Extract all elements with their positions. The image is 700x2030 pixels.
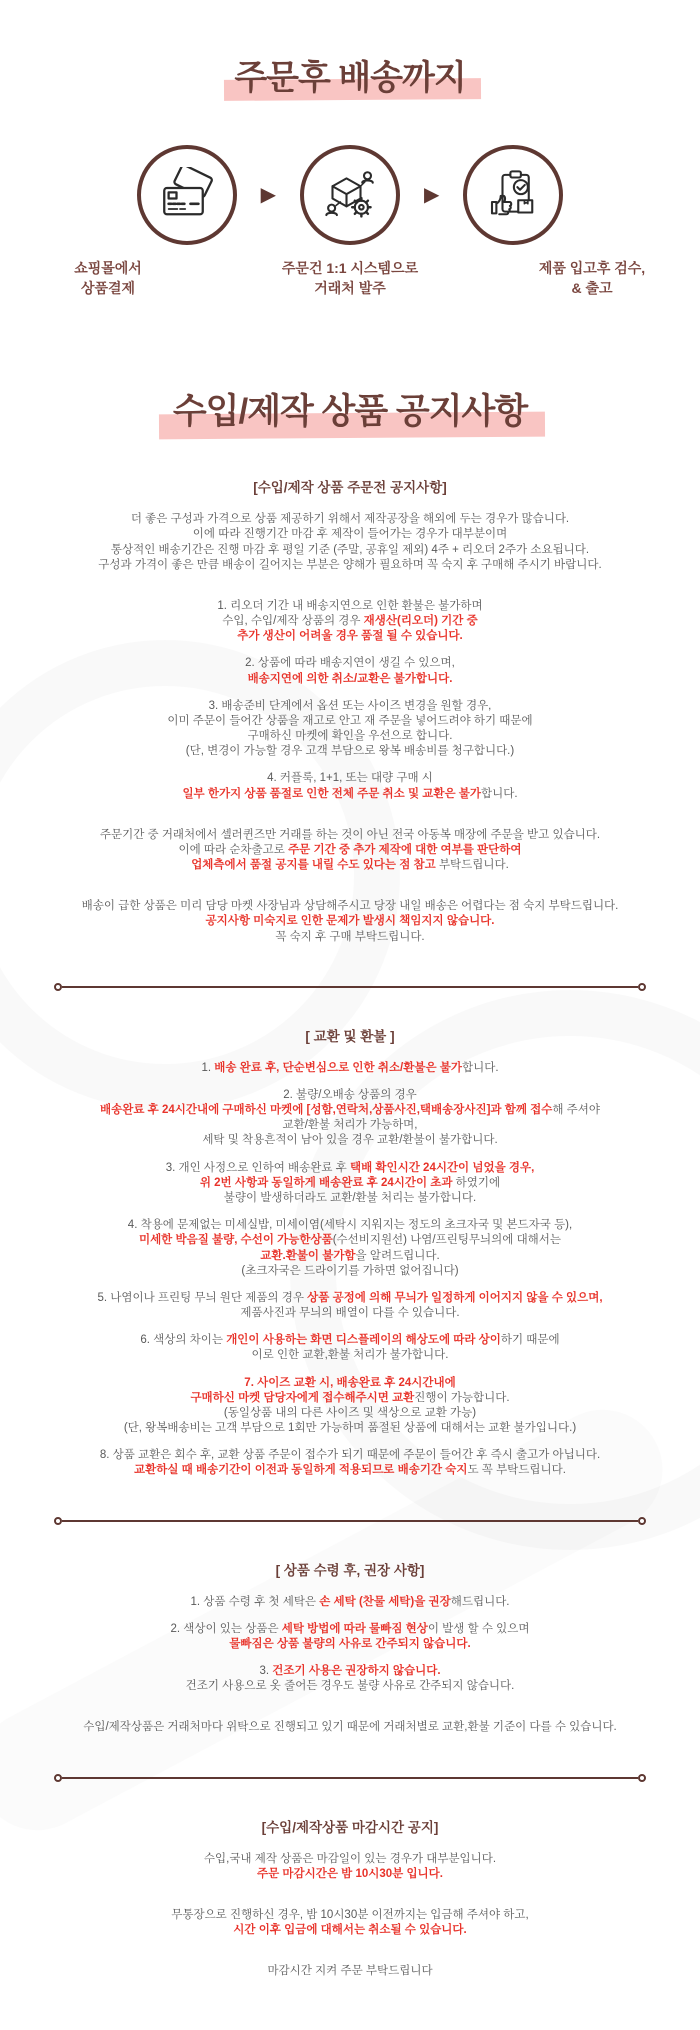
notice-paragraph <box>20 1218 680 1279</box>
flow-steps <box>0 145 700 245</box>
divider-dot <box>638 1774 646 1782</box>
notice-paragraph <box>20 699 680 760</box>
warning-text: 추가 생산이 어려울 경우 품절 될 수 있습니다. <box>237 630 463 643</box>
notice-text: 이미 주문이 들어간 상품을 재고로 안고 재 주문을 넣어드려야 하기 때문에 <box>167 714 533 727</box>
warning-text: 세탁 방법에 따라 물빠짐 현상 <box>281 1622 428 1635</box>
warning-text: 택배 확인시간 24시간이 넘었을 경우, <box>350 1161 535 1174</box>
warning-text: 물빠짐은 상품 불량의 사유로 간주되지 않습니다. <box>229 1637 471 1650</box>
notice-paragraph <box>20 1291 680 1321</box>
notice-text: 배송이 급한 상품은 미리 담당 마켓 사장님과 상담해주시고 당장 내일 배송은 어렵다는 점 숙지 부탁드립니다. <box>81 900 619 913</box>
notice-text: 구성과 가격이 좋은 만큼 배송이 길어지는 부분은 양해가 필요하며 꼭 숙지 후 구매해 주시기 바랍니다. <box>98 558 602 571</box>
warning-text: 손 세탁 (찬물 세탁)을 권장 <box>319 1595 451 1608</box>
section-divider <box>54 1517 646 1525</box>
section-heading: [수입/제작 상품 주문전 공지사항] <box>253 480 447 496</box>
notice-text: 진행이 가능합니다. <box>414 1391 510 1404</box>
flow-caption-payment: 쇼핑몰에서 상품결제 <box>74 260 142 296</box>
arrow-right-icon: ▶ <box>260 184 276 206</box>
section-heading: [ 교환 및 환불 ] <box>305 1028 395 1044</box>
warning-text: 일부 한가지 상품 품절로 인한 전체 주문 취소 및 교환은 불가 <box>182 787 482 800</box>
notice-text: (수선비지원선) 나염/프린팅무늬의에 대해서는 <box>332 1234 562 1247</box>
notice-paragraph <box>20 512 680 573</box>
notice-text: 2. 상품에 따라 배송지연이 생길 수 있으며, <box>245 657 455 670</box>
warning-text: 개인이 사용하는 화면 디스플레이의 해상도에 따라 상이 <box>226 1334 501 1347</box>
notice-text: (초크자국은 드라이기를 가하면 없어집니다) <box>241 1264 459 1277</box>
warning-text: 배송 완료 후, 단순변심으로 인한 취소/환불은 불가 <box>214 1061 462 1074</box>
warning-text: 미세한 박음질 불량, 수선이 가능한상품 <box>138 1234 333 1247</box>
notice-body <box>20 476 680 1979</box>
warning-text: 주문 마감시간은 밤 10시30분 입니다. <box>257 1867 443 1880</box>
section-divider <box>54 983 646 991</box>
notice-text: 구매하신 마켓에 확인을 우선으로 합니다. <box>247 730 453 743</box>
notice-text: 을 알려드립니다. <box>355 1249 440 1262</box>
notice-text: (동일상품 내의 다른 사이즈 및 색상으로 교환 가능) <box>223 1406 477 1419</box>
notice-paragraph <box>20 599 680 645</box>
notice-text: 수입/제작상품은 거래처마다 위탁으로 진행되고 있기 때문에 거래처별로 교환,환불 기준이 다를 수 있습니다. <box>83 1721 617 1734</box>
order-system-icon <box>322 167 378 223</box>
notice-text: 4. 커플룩, 1+1, 또는 대량 구매 시 <box>267 772 433 785</box>
notice-text: 세탁 및 착용흔적이 남아 있을 경우 교환/환불이 불가합니다. <box>202 1134 498 1147</box>
notice-paragraph <box>20 1622 680 1652</box>
warning-text: 재생산(리오더) 기간 중 <box>363 615 478 628</box>
notice-paragraph <box>20 771 680 801</box>
flow-title-wrap <box>0 0 700 99</box>
divider-dot <box>54 983 62 991</box>
flow-caption-order-system: 주문건 1:1 시스템으로 거래처 발주 <box>281 260 419 296</box>
notice-paragraph <box>20 1908 680 1938</box>
notice-paragraph <box>20 1333 680 1363</box>
notice-text: 8. 상품 교환은 회수 후, 교환 상품 주문이 접수가 되기 때문에 주문이 들어간 후 즉시 출고가 아닙니다. <box>99 1449 601 1462</box>
warning-text: 교환하실 때 배송기간이 이전과 동일하게 적용되므로 배송기간 숙지 <box>134 1464 468 1477</box>
notice-text: 1. 리오더 기간 내 배송지연으로 인한 환불은 불가하며 <box>217 599 483 612</box>
notice-paragraph <box>20 1720 680 1735</box>
notice-text: 1. 상품 수령 후 첫 세탁은 <box>190 1595 320 1608</box>
notice-title: 수입/제작 상품 공지사항 <box>173 384 527 434</box>
notice-paragraph <box>20 1964 680 1979</box>
notice-text: 하기 때문에 <box>500 1334 560 1347</box>
notice-text: 불량이 발생하더라도 교환/환불 처리는 불가합니다. <box>223 1192 477 1204</box>
notice-text: 수입, 수입/제작 상품의 경우 <box>222 615 364 628</box>
divider-line <box>62 1520 638 1522</box>
warning-text: 교환.환불이 불가함 <box>260 1249 356 1262</box>
notice-text: 3. 개인 사정으로 인하여 배송완료 후 <box>165 1161 350 1174</box>
notice-text: 교환/환불 처리가 가능하며, <box>282 1119 418 1132</box>
warning-text: 건조기 사용은 권장하지 않습니다. <box>272 1665 441 1678</box>
notice-paragraph <box>20 899 680 945</box>
warning-text: 주문 기간 중 추가 제작에 대한 여부를 판단하여 <box>288 843 522 856</box>
notice-text: 이에 따라 순차출고로 <box>178 843 289 856</box>
notice-text: 3. <box>259 1665 273 1678</box>
notice-paragraph <box>20 1595 680 1610</box>
notice-text: 통상적인 배송기간은 진행 마감 후 평일 기준 (주말, 공휴일 제외) 4주 + 리오더 2주가 소요됩니다. <box>110 543 590 556</box>
notice-text: 이로 인한 교환,환불 처리가 불가합니다. <box>251 1349 449 1362</box>
notice-paragraph <box>20 1088 680 1149</box>
warning-text: 7. 사이즈 교환 시, 배송완료 후 24시간내에 <box>244 1376 456 1389</box>
warning-text: 상품 공정에 의해 무늬가 일정하게 이어지지 않을 수 있으며, <box>307 1291 603 1304</box>
notice-text: 주문기간 중 거래처에서 셀러퀸즈만 거래를 하는 것이 아닌 전국 아동복 매장에 주문을 받고 있습니다. <box>99 828 601 841</box>
warning-text: 업체측에서 품절 공지를 내릴 수도 있다는 점 참고 <box>191 859 436 872</box>
notice-text: 합니다. <box>481 787 518 800</box>
section-heading: [ 상품 수령 후, 권장 사항] <box>275 1562 425 1578</box>
notice-text: 무통장으로 진행하신 경우, 밤 10시30분 이전까지는 입금해 주셔야 하고, <box>171 1908 529 1921</box>
notice-text: 부탁드립니다. <box>435 859 509 872</box>
notice-text: 2. 불량/오배송 상품의 경우 <box>283 1088 417 1101</box>
divider-line <box>62 1777 638 1779</box>
notice-text: (단, 변경이 가능할 경우 고객 부담으로 왕복 배송비를 청구합니다.) <box>185 745 515 758</box>
notice-title-wrap <box>0 384 700 434</box>
notice-text: 건조기 사용으로 옷 줄어든 경우도 불량 사유로 간주되지 않습니다. <box>185 1680 515 1693</box>
flow-captions <box>0 259 700 298</box>
warning-text: 위 2번 사항과 동일하게 배송완료 후 24시간이 초과 <box>199 1176 453 1189</box>
notice-text: 1. <box>201 1061 215 1074</box>
notice-paragraph <box>20 1448 680 1478</box>
inspection-shipping-icon <box>485 167 541 223</box>
divider-dot <box>54 1774 62 1782</box>
credit-card-icon <box>159 167 215 223</box>
notice-text: 이에 따라 진행기간 마감 후 제작이 들어가는 경우가 대부분이며 <box>192 528 508 541</box>
notice-paragraph <box>20 656 680 686</box>
notice-text: 2. 색상이 있는 상품은 <box>170 1622 282 1635</box>
notice-text: 3. 배송준비 단계에서 옵션 또는 사이즈 변경을 원할 경우, <box>208 699 492 712</box>
flow-caption-inspection: 제품 입고후 검수, & 출고 <box>538 260 646 296</box>
notice-text: 6. 색상의 차이는 <box>140 1334 227 1347</box>
notice-paragraph <box>20 1061 680 1076</box>
flow-step-payment <box>137 145 237 245</box>
notice-text: 이 발생 할 수 있으며 <box>427 1622 530 1635</box>
warning-text: 시간 이후 입금에 대해서는 취소될 수 있습니다. <box>233 1924 467 1937</box>
notice-text: 제품사진과 무늬의 배열이 다를 수 있습니다. <box>240 1307 460 1320</box>
notice-paragraph <box>20 1852 680 1882</box>
notice-text: 마감시간 지켜 주문 부탁드립니다 <box>267 1965 433 1978</box>
flow-title: 주문후 배송까지 <box>234 50 465 99</box>
notice-paragraph <box>20 1376 680 1437</box>
flow-step-inspection <box>463 145 563 245</box>
notice-text: 해드립니다. <box>450 1595 510 1608</box>
section-heading: [수입/제작상품 마감시간 공지] <box>261 1819 439 1835</box>
warning-text: 배송지연에 의한 취소/교환은 불가합니다. <box>247 672 453 685</box>
divider-dot <box>638 1517 646 1525</box>
notice-paragraph <box>20 1161 680 1207</box>
warning-text: 구매하신 마켓 담당자에게 접수해주시면 교환 <box>190 1391 415 1404</box>
notice-text: 하였기에 <box>452 1176 501 1189</box>
divider-dot <box>54 1517 62 1525</box>
divider-dot <box>638 983 646 991</box>
notice-text: 수입,국내 제작 상품은 마감일이 있는 경우가 대부분입니다. <box>203 1852 497 1865</box>
arrow-right-icon: ▶ <box>424 184 440 206</box>
warning-text: 공지사항 미숙지로 인한 문제가 발생시 책임지지 않습니다. <box>205 915 495 928</box>
divider-line <box>62 986 638 988</box>
notice-text: 꼭 숙지 후 구매 부탁드립니다. <box>275 930 425 943</box>
flow-step-order-system <box>300 145 400 245</box>
notice-text: 합니다. <box>462 1061 499 1074</box>
notice-text: 5. 나염이나 프린팅 무늬 원단 제품의 경우 <box>97 1291 308 1304</box>
notice-text: 해 주셔야 <box>552 1104 600 1117</box>
notice-text: 더 좋은 구성과 가격으로 상품 제공하기 위해서 제작공장을 해외에 두는 경우가 많습니다. <box>130 513 570 526</box>
notice-paragraph <box>20 1664 680 1694</box>
notice-text: 4. 착용에 문제없는 미세실밥, 미세이염(세탁시 지워지는 정도의 초크자국 및 본드자국 등), <box>127 1219 573 1232</box>
notice-paragraph <box>20 828 680 874</box>
notice-text: (단, 왕복배송비는 고객 부담으로 1회만 가능하며 품절된 상품에 대해서는 교환 불가입니다.) <box>123 1422 577 1435</box>
notice-text: 도 꼭 부탁드립니다. <box>467 1464 566 1477</box>
warning-text: 배송완료 후 24시간내에 구매하신 마켓에 [성함,연락처,상품사진,택배송장사진]과 함께 접수 <box>100 1104 553 1117</box>
section-divider <box>54 1774 646 1782</box>
